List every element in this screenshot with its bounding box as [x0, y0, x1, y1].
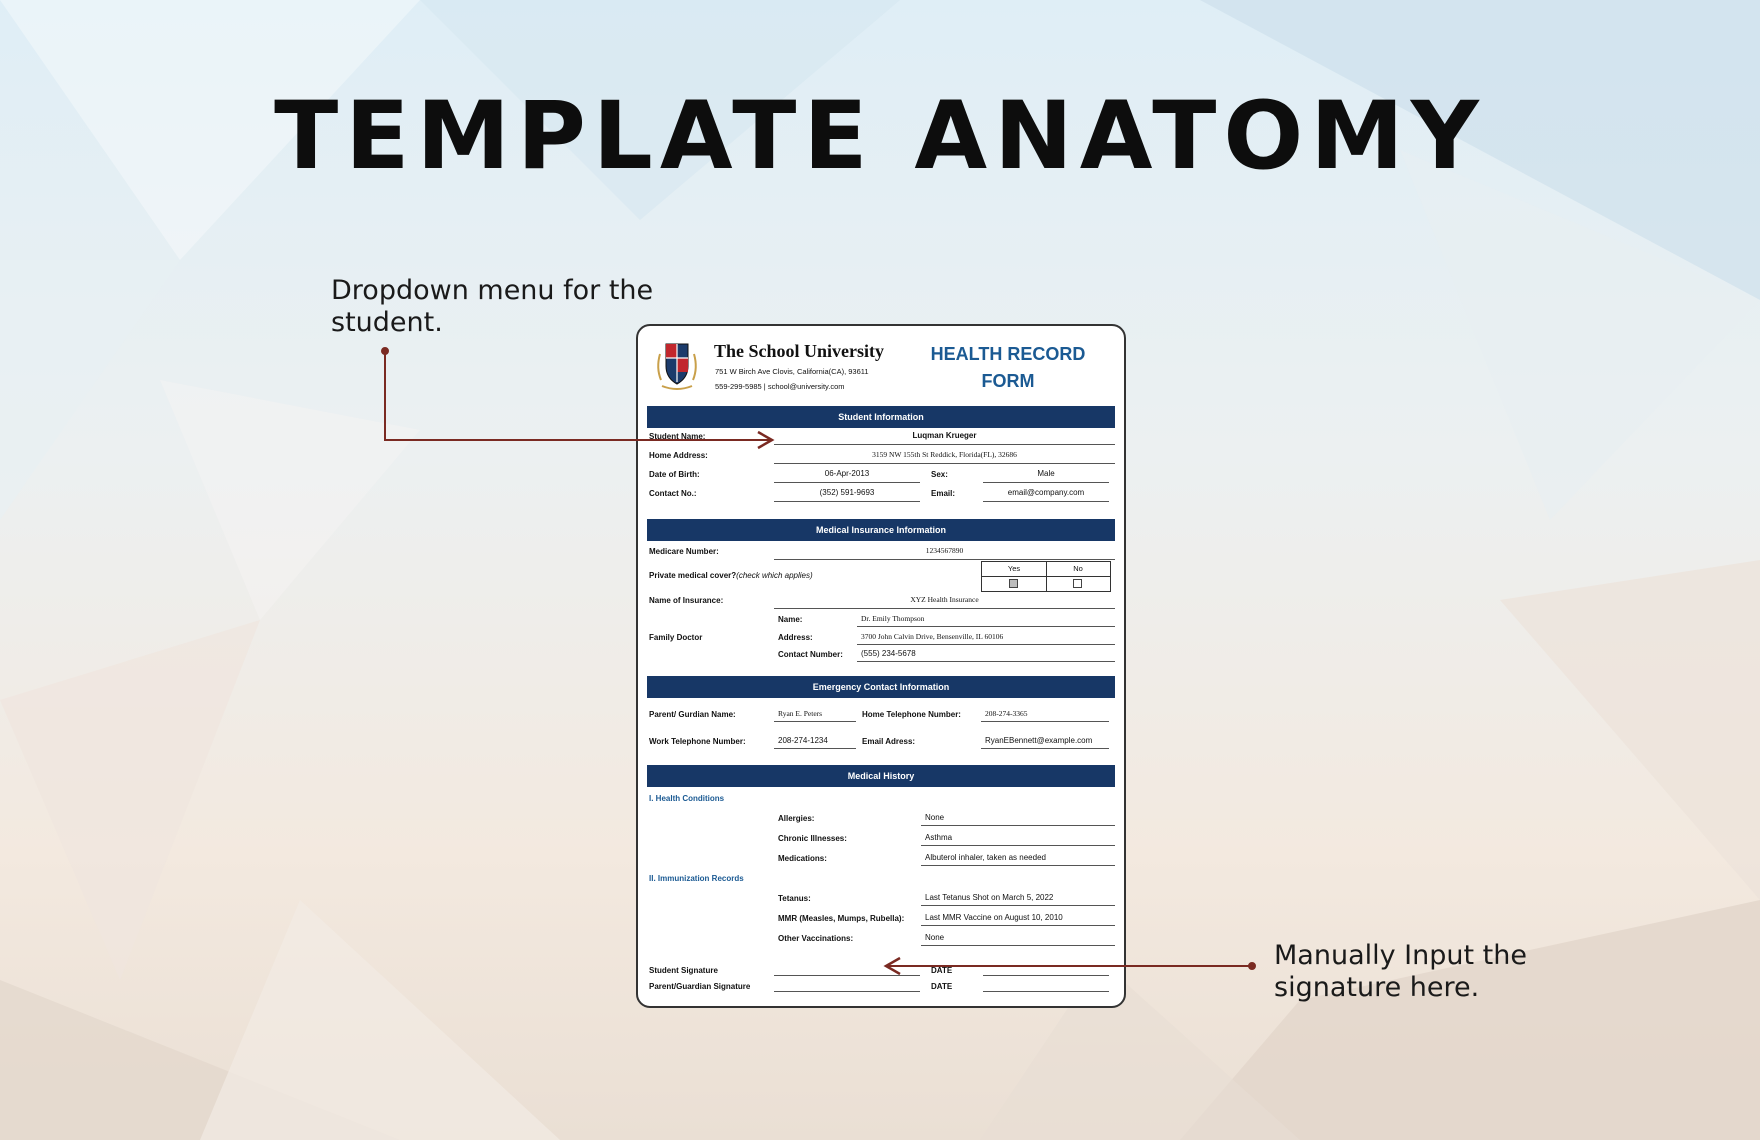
emergency-email-label: Email Adress:	[862, 737, 916, 746]
home-telephone-label: Home Telephone Number:	[862, 710, 961, 719]
yes-label: Yes	[982, 562, 1047, 577]
emergency-header: Emergency Contact Information	[647, 676, 1115, 698]
insurance-name-field[interactable]: XYZ Health Insurance	[774, 593, 1115, 609]
tetanus-label: Tetanus:	[778, 894, 811, 903]
email-field[interactable]: email@company.com	[983, 486, 1109, 502]
student-name-dropdown[interactable]: Luqman Krueger	[774, 429, 1115, 445]
page-title: TEMPLATE ANATOMY	[274, 82, 1486, 191]
student-name-label: Student Name:	[649, 432, 706, 441]
doctor-address-label: Address:	[778, 633, 813, 642]
private-cover-label: Private medical cover?(check which applies)	[649, 571, 813, 580]
home-address-field[interactable]: 3159 NW 155th St Reddick, Florida(FL), 32686	[774, 448, 1115, 464]
school-contact: 559-299-5985 | school@university.com	[715, 382, 845, 391]
doctor-contact-field[interactable]: (555) 234-5678	[857, 647, 1115, 662]
medications-label: Medications:	[778, 854, 827, 863]
school-name: The School University	[714, 341, 885, 361]
student-signature-field[interactable]	[774, 960, 920, 976]
doctor-name-label: Name:	[778, 615, 803, 624]
parent-signature-label: Parent/Guardian Signature	[649, 982, 751, 991]
chronic-illnesses-label: Chronic Illnesses:	[778, 834, 847, 843]
home-telephone-field[interactable]: 208-274-3365	[981, 707, 1109, 722]
medicare-field[interactable]: 1234567890	[774, 544, 1115, 560]
home-address-label: Home Address:	[649, 451, 708, 460]
family-doctor-label: Family Doctor	[649, 633, 703, 642]
insurance-header: Medical Insurance Information	[647, 519, 1115, 541]
contact-label: Contact No.:	[649, 489, 697, 498]
mmr-label: MMR (Measles, Mumps, Rubella):	[778, 914, 905, 923]
student-date-label: DATE	[931, 966, 953, 975]
medical-history-header: Medical History	[647, 765, 1115, 787]
form-title: HEALTH RECORD FORM	[930, 344, 1086, 391]
work-telephone-label: Work Telephone Number:	[649, 737, 746, 746]
dob-field[interactable]: 06-Apr-2013	[774, 467, 920, 483]
signature-callout: Manually Input the signature here.	[1274, 940, 1527, 1003]
medications-field[interactable]: Albuterol inhaler, taken as needed	[921, 851, 1115, 866]
mmr-field[interactable]: Last MMR Vaccine on August 10, 2010	[921, 911, 1115, 926]
sex-label: Sex:	[931, 470, 948, 479]
dob-label: Date of Birth:	[649, 470, 700, 479]
parent-date-field[interactable]	[983, 976, 1109, 992]
private-cover-checkbox-table	[981, 561, 1111, 592]
doctor-address-field[interactable]: 3700 John Calvin Drive, Bensenville, IL 60106	[857, 630, 1115, 645]
parent-signature-field[interactable]	[774, 976, 920, 992]
chronic-illnesses-field[interactable]: Asthma	[921, 831, 1115, 846]
other-vaccinations-field[interactable]: None	[921, 931, 1115, 946]
work-telephone-field[interactable]: 208-274-1234	[774, 734, 856, 749]
dropdown-callout: Dropdown menu for the student.	[331, 275, 654, 338]
allergies-field[interactable]: None	[921, 811, 1115, 826]
allergies-label: Allergies:	[778, 814, 815, 823]
school-address: 751 W Birch Ave Clovis, California(CA), 93611	[715, 367, 869, 376]
email-label: Email:	[931, 489, 956, 498]
medicare-label: Medicare Number:	[649, 547, 719, 556]
doctor-contact-label: Contact Number:	[778, 650, 843, 659]
other-vaccinations-label: Other Vaccinations:	[778, 934, 854, 943]
health-conditions-title: I. Health Conditions	[649, 794, 725, 803]
guardian-name-field[interactable]: Ryan E. Peters	[774, 707, 856, 722]
no-checkbox[interactable]	[1073, 579, 1082, 588]
yes-checkbox[interactable]	[1009, 579, 1018, 588]
parent-date-label: DATE	[931, 982, 953, 991]
doctor-name-field[interactable]: Dr. Emily Thompson	[857, 612, 1115, 627]
tetanus-field[interactable]: Last Tetanus Shot on March 5, 2022	[921, 891, 1115, 906]
insurance-name-label: Name of Insurance:	[649, 596, 724, 605]
contact-field[interactable]: (352) 591-9693	[774, 486, 920, 502]
immunization-records-title: II. Immunization Records	[649, 874, 744, 883]
guardian-name-label: Parent/ Gurdian Name:	[649, 710, 736, 719]
health-record-form	[636, 324, 1126, 1008]
student-date-field[interactable]	[983, 960, 1109, 976]
emergency-email-field[interactable]: RyanEBennett@example.com	[981, 734, 1109, 749]
school-crest-logo	[652, 340, 702, 392]
sex-field[interactable]: Male	[983, 467, 1109, 483]
student-signature-label: Student Signature	[649, 966, 718, 975]
no-label: No	[1046, 562, 1110, 577]
student-info-header: Student Information	[647, 406, 1115, 428]
